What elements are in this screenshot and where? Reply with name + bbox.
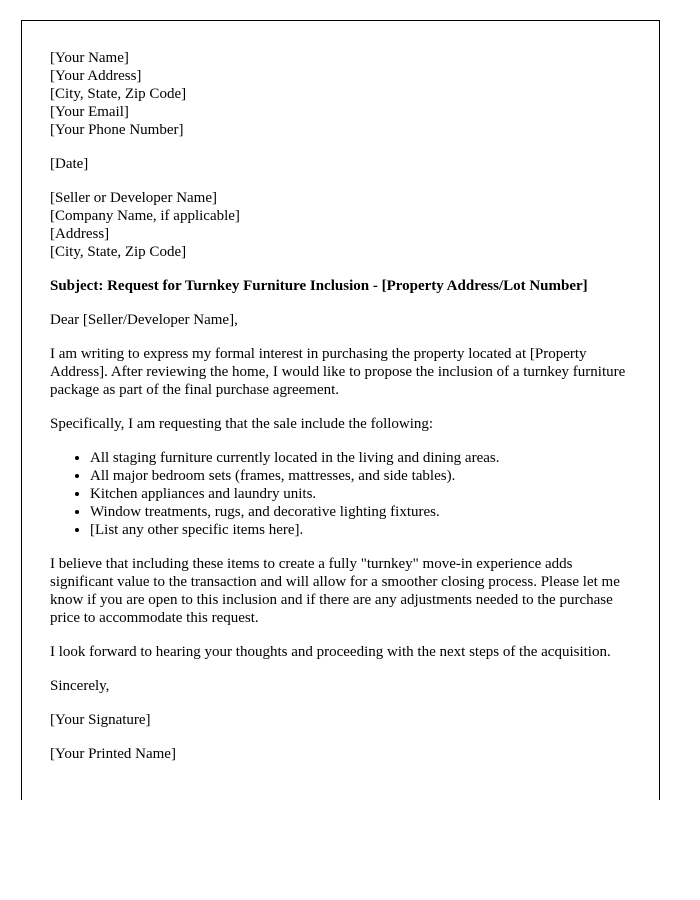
request-paragraph: Specifically, I am requesting that the sale include the following:: [50, 416, 434, 432]
intro-paragraph: I am writing to express my formal interest in purchasing the property located at [Property Address]. After reviewing the home, I would like to propose the inclusion of a turnkey furniture package as part of the final purchase agreement.: [50, 346, 626, 398]
items-list: [50, 449, 632, 539]
recipient-company: [Company Name, if applicable]: [50, 208, 240, 224]
sender-block: [50, 49, 632, 139]
letter-date: [Date]: [50, 156, 89, 172]
list-item: • All staging furniture currently located in the living and dining areas.: [90, 449, 632, 467]
list-item: • All major bedroom sets (frames, mattresses, and side tables).: [90, 467, 632, 485]
closing-paragraph: I look forward to hearing your thoughts and proceeding with the next steps of the acquisition.: [50, 644, 611, 660]
value-paragraph: I believe that including these items to create a fully "turnkey" move-in experience adds significant value to the transaction and will allow for a smoother closing process. Please let me know if you are open to this inclusion and if there are any adjustments needed to the purchase price to accommodate this request.: [50, 556, 620, 626]
salutation: Dear [Seller/Developer Name],: [50, 312, 238, 328]
sender-city-state-zip: [City, State, Zip Code]: [50, 86, 187, 102]
sender-email: [Your Email]: [50, 104, 129, 120]
recipient-address: [Address]: [50, 226, 110, 242]
subject-line: Subject: Request for Turnkey Furniture Inclusion - [Property Address/Lot Number]: [50, 278, 588, 294]
recipient-city-state-zip: [City, State, Zip Code]: [50, 244, 187, 260]
sender-name: [Your Name]: [50, 50, 129, 66]
sender-address: [Your Address]: [50, 68, 142, 84]
recipient-block: [50, 189, 632, 261]
valediction: Sincerely,: [50, 678, 110, 694]
list-item: • [List any other specific items here].: [90, 521, 632, 539]
recipient-name: [Seller or Developer Name]: [50, 190, 218, 206]
list-item: • Kitchen appliances and laundry units.: [90, 485, 632, 503]
letter-page: [21, 20, 660, 800]
printed-name-line: [Your Printed Name]: [50, 746, 176, 762]
signature-line: [Your Signature]: [50, 712, 151, 728]
list-item: • Window treatments, rugs, and decorative lighting fixtures.: [90, 503, 632, 521]
sender-phone: [Your Phone Number]: [50, 122, 184, 138]
